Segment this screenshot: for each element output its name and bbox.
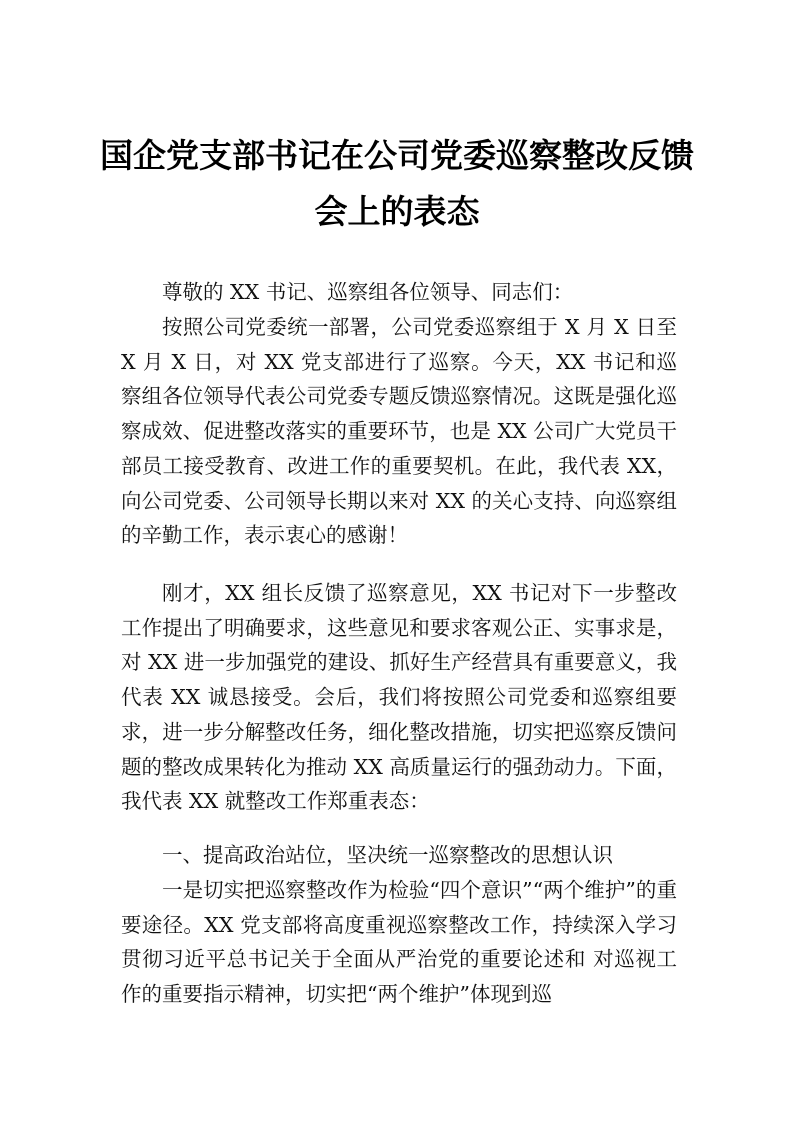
document-title-line-2: 会上的表态 bbox=[314, 192, 480, 231]
section-heading-1: 一、提高政治站位，坚决统一巡察整改的思想认识 bbox=[162, 843, 613, 867]
body-paragraph-1: 按照公司党委统一部署，公司党委巡察组于 X 月 X 日至 X 月 X 日，对 XX 党支部进行了巡察。今天，XX 书记和巡察组各位领导代表公司党委专题反馈巡察情况。这既是强化巡察成效、促进整改落实的重要环节，也是 XX 公司广大党员干部员工接受教育、改进工作的重要契机。在此，我代表 XX，向公司党委、公司领导长期以来对 XX 的关心支持、向巡察组的辛勤工作，表示衷心的感谢！ bbox=[121, 315, 677, 548]
body-paragraph-3: 一是切实把巡察整改作为检验“四个意识”“两个维护”的重要途径。XX 党支部将高度重视巡察整改工作，持续深入学习贯彻习近平总书记关于全面从严治党的重要论述和 对巡视工作的重要指示精神，切实把“两个维护”体现到巡 bbox=[121, 878, 677, 1007]
document-title-line-1: 国企党支部书记在公司党委巡察整改反馈 bbox=[100, 136, 694, 175]
body-paragraph-2: 刚才，XX 组长反馈了巡察意见，XX 书记对下一步整改工作提出了明确要求，这些意见和要求客观公正、实事求是，对 XX 进一步加强党的建设、抓好生产经营具有重要意义，我代表 XX 诚恳接受。会后，我们将按照公司党委和巡察组要求，进一步分解整改任务，细化整改措施，切实把巡察反馈问题的整改成果转化为推动 XX 高质量运行的强劲动力。下面，我代表 XX 就整改工作郑重表态： bbox=[121, 581, 677, 814]
salutation-paragraph: 尊敬的 XX 书记、巡察组各位领导、同志们： bbox=[162, 280, 574, 304]
